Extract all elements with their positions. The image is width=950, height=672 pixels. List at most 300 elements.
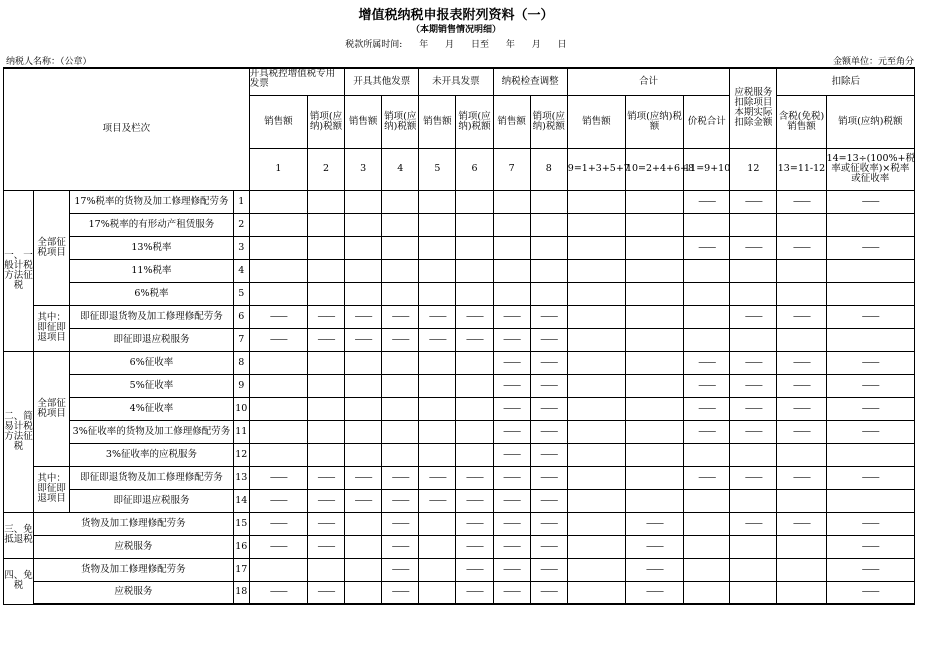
- dash-cell: ——: [530, 305, 567, 328]
- input-cell[interactable]: [567, 351, 625, 374]
- input-cell[interactable]: [567, 305, 625, 328]
- input-cell[interactable]: [730, 443, 777, 466]
- input-cell[interactable]: [826, 259, 914, 282]
- dash-cell: ——: [684, 420, 730, 443]
- period-end-year: 年: [505, 40, 515, 50]
- input-cell[interactable]: [684, 328, 730, 351]
- input-cell[interactable]: [684, 282, 730, 305]
- input-cell[interactable]: [777, 581, 826, 604]
- input-cell[interactable]: [419, 374, 456, 397]
- row-number: 18: [233, 581, 249, 604]
- dash-cell: ——: [456, 305, 493, 328]
- sub-header-9: 销售额: [567, 95, 625, 148]
- row-number: 1: [233, 190, 249, 213]
- input-cell[interactable]: [567, 558, 625, 581]
- table-row: [4, 489, 915, 512]
- dash-cell: ——: [249, 328, 307, 351]
- input-cell[interactable]: [493, 282, 530, 305]
- input-cell[interactable]: [684, 581, 730, 604]
- dash-cell: ——: [777, 374, 826, 397]
- input-cell[interactable]: [382, 351, 419, 374]
- dash-cell: ——: [307, 328, 344, 351]
- row-number: 14: [233, 489, 249, 512]
- input-cell[interactable]: [345, 236, 382, 259]
- input-cell[interactable]: [730, 535, 777, 558]
- dash-cell: ——: [530, 512, 567, 535]
- input-cell[interactable]: [567, 190, 625, 213]
- dash-cell: ——: [307, 581, 344, 604]
- dash-cell: ——: [382, 558, 419, 581]
- dash-cell: ——: [777, 351, 826, 374]
- row-number: 3: [233, 236, 249, 259]
- input-cell[interactable]: [567, 282, 625, 305]
- input-cell[interactable]: [419, 259, 456, 282]
- row-label: 6%征收率: [70, 351, 234, 374]
- group-header-after-deduction: 扣除后: [777, 68, 915, 95]
- input-cell[interactable]: [567, 466, 625, 489]
- input-cell[interactable]: [249, 259, 307, 282]
- input-cell[interactable]: [382, 420, 419, 443]
- dash-cell: ——: [249, 305, 307, 328]
- input-cell[interactable]: [567, 443, 625, 466]
- input-cell[interactable]: [625, 466, 683, 489]
- input-cell[interactable]: [382, 236, 419, 259]
- sub-header-4: 销项(应纳)税额: [382, 95, 419, 148]
- input-cell[interactable]: [345, 259, 382, 282]
- dash-cell: ——: [730, 190, 777, 213]
- dash-cell: ——: [456, 512, 493, 535]
- input-cell[interactable]: [456, 213, 493, 236]
- dash-cell: ——: [826, 581, 914, 604]
- input-cell[interactable]: [777, 558, 826, 581]
- dash-cell: ——: [826, 236, 914, 259]
- input-cell[interactable]: [456, 443, 493, 466]
- input-cell[interactable]: [249, 558, 307, 581]
- dash-cell: ——: [625, 512, 683, 535]
- input-cell[interactable]: [530, 190, 567, 213]
- period-start-year: 年: [419, 40, 429, 50]
- row-number: 4: [233, 259, 249, 282]
- input-cell[interactable]: [419, 420, 456, 443]
- dash-cell: ——: [249, 489, 307, 512]
- dash-cell: ——: [493, 351, 530, 374]
- dash-cell: ——: [493, 420, 530, 443]
- col-number-8: 8: [530, 148, 567, 190]
- input-cell[interactable]: [249, 236, 307, 259]
- input-cell[interactable]: [530, 236, 567, 259]
- input-cell[interactable]: [684, 443, 730, 466]
- input-cell[interactable]: [456, 420, 493, 443]
- input-cell[interactable]: [567, 397, 625, 420]
- col-number-3: 3: [345, 148, 382, 190]
- row-label: 应税服务: [34, 535, 234, 558]
- input-cell[interactable]: [625, 305, 683, 328]
- sub-header-6: 销项(应纳)税额: [456, 95, 493, 148]
- row-label: 即征即退货物及加工修理修配劳务: [70, 305, 234, 328]
- input-cell[interactable]: [345, 581, 382, 604]
- col-number-13: 13=11-12: [777, 148, 826, 190]
- input-cell[interactable]: [382, 397, 419, 420]
- dash-cell: ——: [493, 397, 530, 420]
- input-cell[interactable]: [456, 190, 493, 213]
- input-cell[interactable]: [419, 351, 456, 374]
- input-cell[interactable]: [382, 259, 419, 282]
- sub-header-5: 销售额: [419, 95, 456, 148]
- input-cell[interactable]: [419, 443, 456, 466]
- input-cell[interactable]: [419, 512, 456, 535]
- dash-cell: ——: [530, 397, 567, 420]
- col-number-11: 11=9+10: [684, 148, 730, 190]
- dash-cell: ——: [456, 558, 493, 581]
- input-cell[interactable]: [684, 259, 730, 282]
- sales-detail-table: [3, 67, 915, 605]
- input-cell[interactable]: [777, 489, 826, 512]
- dash-cell: ——: [307, 512, 344, 535]
- input-cell[interactable]: [730, 282, 777, 305]
- input-cell[interactable]: [777, 259, 826, 282]
- dash-cell: ——: [456, 328, 493, 351]
- dash-cell: ——: [730, 374, 777, 397]
- dash-cell: ——: [307, 305, 344, 328]
- col-number-6: 6: [456, 148, 493, 190]
- input-cell[interactable]: [307, 213, 344, 236]
- input-cell[interactable]: [625, 374, 683, 397]
- dash-cell: ——: [493, 305, 530, 328]
- input-cell[interactable]: [307, 443, 344, 466]
- dash-cell: ——: [530, 420, 567, 443]
- input-cell[interactable]: [382, 213, 419, 236]
- dash-cell: ——: [730, 466, 777, 489]
- dash-cell: ——: [826, 397, 914, 420]
- row-number: 9: [233, 374, 249, 397]
- dash-cell: ——: [419, 305, 456, 328]
- input-cell[interactable]: [625, 489, 683, 512]
- dash-cell: ——: [493, 466, 530, 489]
- input-cell[interactable]: [625, 282, 683, 305]
- input-cell[interactable]: [345, 443, 382, 466]
- input-cell[interactable]: [826, 213, 914, 236]
- input-cell[interactable]: [345, 512, 382, 535]
- input-cell[interactable]: [419, 581, 456, 604]
- dash-cell: ——: [493, 512, 530, 535]
- input-cell[interactable]: [625, 420, 683, 443]
- table-row: [4, 213, 915, 236]
- input-cell[interactable]: [777, 328, 826, 351]
- dash-cell: ——: [684, 351, 730, 374]
- input-cell[interactable]: [382, 282, 419, 305]
- category-cell: 三、免抵退税: [4, 512, 34, 558]
- dash-cell: ——: [826, 351, 914, 374]
- sub-header-10: 销项(应纳)税额: [625, 95, 683, 148]
- table-row: [4, 512, 915, 535]
- input-cell[interactable]: [249, 420, 307, 443]
- input-cell[interactable]: [684, 213, 730, 236]
- input-cell[interactable]: [684, 512, 730, 535]
- subcategory-cell: 其中：即征即退项目: [34, 305, 70, 351]
- input-cell[interactable]: [625, 213, 683, 236]
- input-cell[interactable]: [567, 420, 625, 443]
- dash-cell: ——: [382, 305, 419, 328]
- dash-cell: ——: [826, 535, 914, 558]
- dash-cell: ——: [530, 558, 567, 581]
- input-cell[interactable]: [684, 305, 730, 328]
- group-header-deduction: 应税服务扣除项目本期实际扣除金额: [730, 68, 777, 148]
- dash-cell: ——: [307, 535, 344, 558]
- dash-cell: ——: [625, 535, 683, 558]
- input-cell[interactable]: [456, 236, 493, 259]
- input-cell[interactable]: [625, 397, 683, 420]
- table-row: [4, 282, 915, 305]
- input-cell[interactable]: [419, 236, 456, 259]
- input-cell[interactable]: [777, 282, 826, 305]
- input-cell[interactable]: [345, 420, 382, 443]
- input-cell[interactable]: [456, 397, 493, 420]
- input-cell[interactable]: [530, 282, 567, 305]
- dash-cell: ——: [730, 351, 777, 374]
- row-number: 12: [233, 443, 249, 466]
- input-cell[interactable]: [625, 190, 683, 213]
- input-cell[interactable]: [249, 397, 307, 420]
- input-cell[interactable]: [345, 282, 382, 305]
- group-header-inspection-adjust: 纳税检查调整: [493, 68, 567, 95]
- input-cell[interactable]: [345, 397, 382, 420]
- input-cell[interactable]: [530, 213, 567, 236]
- input-cell[interactable]: [456, 282, 493, 305]
- row-label: 17%税率的货物及加工修理修配劳务: [70, 190, 234, 213]
- input-cell[interactable]: [730, 581, 777, 604]
- dash-cell: ——: [730, 512, 777, 535]
- row-number: 16: [233, 535, 249, 558]
- dash-cell: ——: [493, 443, 530, 466]
- input-cell[interactable]: [625, 351, 683, 374]
- input-cell[interactable]: [777, 535, 826, 558]
- input-cell[interactable]: [456, 374, 493, 397]
- input-cell[interactable]: [419, 558, 456, 581]
- table-row: [4, 397, 915, 420]
- input-cell[interactable]: [567, 489, 625, 512]
- input-cell[interactable]: [777, 213, 826, 236]
- dash-cell: ——: [530, 328, 567, 351]
- input-cell[interactable]: [419, 190, 456, 213]
- row-label: 即征即退应税服务: [70, 328, 234, 351]
- sub-header-2: 销项(应纳)税额: [307, 95, 344, 148]
- col-number-9: 9=1+3+5+7: [567, 148, 625, 190]
- input-cell[interactable]: [249, 443, 307, 466]
- dash-cell: ——: [345, 328, 382, 351]
- input-cell[interactable]: [345, 351, 382, 374]
- row-number: 7: [233, 328, 249, 351]
- dash-cell: ——: [730, 397, 777, 420]
- row-label: 11%税率: [70, 259, 234, 282]
- input-cell[interactable]: [493, 259, 530, 282]
- col-number-5: 5: [419, 148, 456, 190]
- input-cell[interactable]: [730, 213, 777, 236]
- table-row: [4, 236, 915, 259]
- taxpayer-name-label: 纳税人名称：（公章）: [6, 57, 92, 67]
- input-cell[interactable]: [382, 443, 419, 466]
- input-cell[interactable]: [307, 420, 344, 443]
- input-cell[interactable]: [419, 535, 456, 558]
- row-label: 货物及加工修理修配劳务: [34, 512, 234, 535]
- input-cell[interactable]: [684, 535, 730, 558]
- col-number-7: 7: [493, 148, 530, 190]
- input-cell[interactable]: [826, 282, 914, 305]
- col-number-1: 1: [249, 148, 307, 190]
- dash-cell: ——: [382, 535, 419, 558]
- input-cell[interactable]: [307, 236, 344, 259]
- dash-cell: ——: [493, 374, 530, 397]
- input-cell[interactable]: [625, 328, 683, 351]
- row-label: 3%征收率的应税服务: [70, 443, 234, 466]
- input-cell[interactable]: [249, 190, 307, 213]
- dash-cell: ——: [530, 351, 567, 374]
- row-label: 3%征收率的货物及加工修理修配劳务: [70, 420, 234, 443]
- input-cell[interactable]: [730, 259, 777, 282]
- input-cell[interactable]: [345, 374, 382, 397]
- input-cell[interactable]: [826, 489, 914, 512]
- dash-cell: ——: [777, 190, 826, 213]
- input-cell[interactable]: [730, 328, 777, 351]
- table-row: [4, 420, 915, 443]
- col-number-2: 2: [307, 148, 344, 190]
- sub-header-11: 价税合计: [684, 95, 730, 148]
- input-cell[interactable]: [249, 282, 307, 305]
- input-cell[interactable]: [419, 213, 456, 236]
- input-cell[interactable]: [567, 374, 625, 397]
- dash-cell: ——: [826, 305, 914, 328]
- dash-cell: ——: [249, 535, 307, 558]
- dash-cell: ——: [625, 581, 683, 604]
- dash-cell: ——: [826, 374, 914, 397]
- input-cell[interactable]: [345, 213, 382, 236]
- input-cell[interactable]: [493, 236, 530, 259]
- dash-cell: ——: [493, 581, 530, 604]
- col-number-12: 12: [730, 148, 777, 190]
- input-cell[interactable]: [345, 535, 382, 558]
- input-cell[interactable]: [777, 443, 826, 466]
- input-cell[interactable]: [567, 236, 625, 259]
- dash-cell: ——: [249, 466, 307, 489]
- dash-cell: ——: [249, 512, 307, 535]
- dash-cell: ——: [382, 489, 419, 512]
- table-row: [4, 443, 915, 466]
- row-label: 即征即退应税服务: [70, 489, 234, 512]
- input-cell[interactable]: [684, 489, 730, 512]
- input-cell[interactable]: [625, 236, 683, 259]
- dash-cell: ——: [530, 466, 567, 489]
- row-number: 15: [233, 512, 249, 535]
- input-cell[interactable]: [307, 190, 344, 213]
- col-number-10: 10=2+4+6+8: [625, 148, 683, 190]
- form-subtitle: （本期销售情况明细）: [410, 25, 501, 35]
- input-cell[interactable]: [419, 397, 456, 420]
- row-label: 6%税率: [70, 282, 234, 305]
- input-cell[interactable]: [625, 259, 683, 282]
- dash-cell: ——: [777, 466, 826, 489]
- input-cell[interactable]: [307, 351, 344, 374]
- dash-cell: ——: [684, 190, 730, 213]
- table-row: [4, 374, 915, 397]
- dash-cell: ——: [419, 328, 456, 351]
- dash-cell: ——: [777, 305, 826, 328]
- amount-unit-label: 金额单位：元至角分: [832, 57, 914, 67]
- dash-cell: ——: [382, 328, 419, 351]
- input-cell[interactable]: [730, 489, 777, 512]
- dash-cell: ——: [684, 397, 730, 420]
- input-cell[interactable]: [567, 535, 625, 558]
- dash-cell: ——: [456, 489, 493, 512]
- input-cell[interactable]: [382, 190, 419, 213]
- input-cell[interactable]: [307, 397, 344, 420]
- row-label: 即征即退货物及加工修理修配劳务: [70, 466, 234, 489]
- dash-cell: ——: [530, 581, 567, 604]
- input-cell[interactable]: [567, 581, 625, 604]
- dash-cell: ——: [493, 489, 530, 512]
- dash-cell: ——: [382, 512, 419, 535]
- input-cell[interactable]: [249, 351, 307, 374]
- table-row: [4, 190, 915, 213]
- table-row: [4, 558, 915, 581]
- row-label: 货物及加工修理修配劳务: [34, 558, 234, 581]
- dash-cell: ——: [345, 305, 382, 328]
- input-cell[interactable]: [730, 558, 777, 581]
- category-cell: 一、一般计税方法征税: [4, 190, 34, 351]
- dash-cell: ——: [684, 236, 730, 259]
- input-cell[interactable]: [307, 282, 344, 305]
- dash-cell: ——: [382, 581, 419, 604]
- input-cell[interactable]: [419, 282, 456, 305]
- input-cell[interactable]: [307, 558, 344, 581]
- dash-cell: ——: [456, 581, 493, 604]
- input-cell[interactable]: [456, 259, 493, 282]
- input-cell[interactable]: [530, 259, 567, 282]
- category-cell: 四、免税: [4, 558, 34, 604]
- input-cell[interactable]: [567, 213, 625, 236]
- input-cell[interactable]: [493, 190, 530, 213]
- input-cell[interactable]: [307, 374, 344, 397]
- col-number-14: 14=13÷(100%+税率或征收率)×税率或征收率: [826, 148, 914, 190]
- input-cell[interactable]: [493, 213, 530, 236]
- dash-cell: ——: [625, 558, 683, 581]
- input-cell[interactable]: [249, 374, 307, 397]
- form-title: 增值税纳税申报表附列资料（一）: [358, 8, 554, 23]
- input-cell[interactable]: [625, 443, 683, 466]
- input-cell[interactable]: [345, 558, 382, 581]
- input-cell[interactable]: [826, 328, 914, 351]
- table-row: [4, 328, 915, 351]
- input-cell[interactable]: [567, 259, 625, 282]
- row-label: 17%税率的有形动产租赁服务: [70, 213, 234, 236]
- period-end-month: 月: [531, 40, 541, 50]
- input-cell[interactable]: [456, 351, 493, 374]
- period-label: 税款所属时间:: [345, 40, 403, 50]
- dash-cell: ——: [419, 466, 456, 489]
- dash-cell: ——: [730, 236, 777, 259]
- input-cell[interactable]: [684, 558, 730, 581]
- input-cell[interactable]: [567, 512, 625, 535]
- input-cell[interactable]: [345, 190, 382, 213]
- input-cell[interactable]: [307, 259, 344, 282]
- row-number: 5: [233, 282, 249, 305]
- input-cell[interactable]: [826, 443, 914, 466]
- input-cell[interactable]: [382, 374, 419, 397]
- input-cell[interactable]: [567, 328, 625, 351]
- input-cell[interactable]: [249, 213, 307, 236]
- dash-cell: ——: [777, 236, 826, 259]
- dash-cell: ——: [493, 328, 530, 351]
- sub-header-7: 销售额: [493, 95, 530, 148]
- dash-cell: ——: [684, 374, 730, 397]
